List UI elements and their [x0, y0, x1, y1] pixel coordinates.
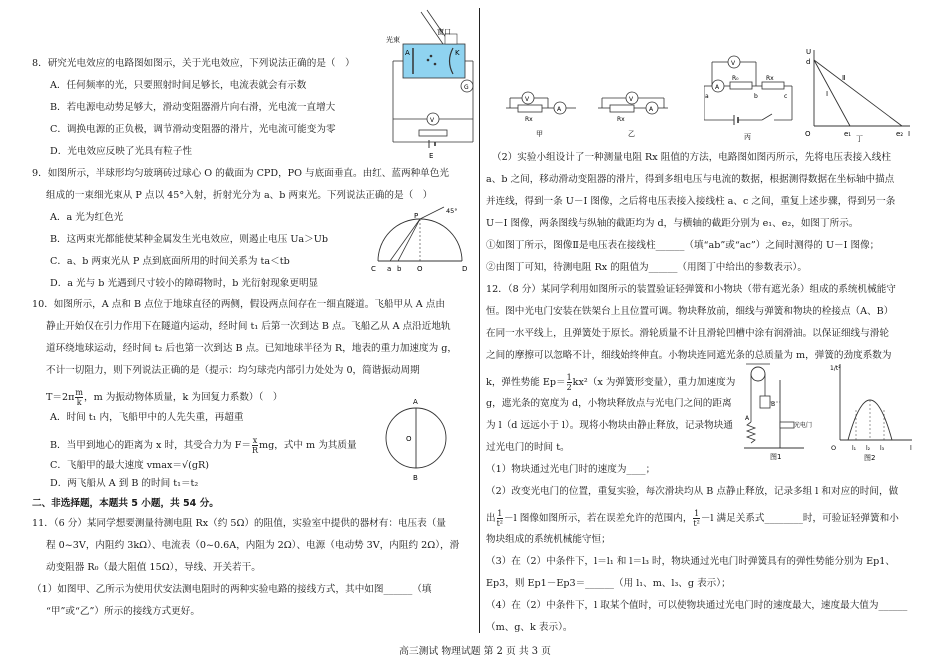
q12-part2-1: （2）改变光电门的位置，重复实验，每次滑块均从 B 点静止释放，记录多组 l 和对应的时间，做: [486, 486, 899, 497]
pulley-icon: [751, 367, 765, 381]
spring-icon: [747, 422, 755, 443]
e-label: E: [429, 152, 434, 160]
q9-option-c: C．a、b 两束光从 P 点到底面所用的时间关系为 ta＜tb: [50, 256, 290, 267]
resistor-rx: [518, 105, 542, 112]
q10-stem-2: 静止开始仅在引力作用下在隧道内运动，经时间 t₁ 后第一次到达 B 点。飞船乙从 A 点沿近地轨: [46, 321, 451, 332]
q11-part2-3: 并连线，得到一条 U－I 图像，之后将电压表接入接线柱 a、c 之间，重复上述步骤，得到另一条: [486, 196, 896, 207]
resistor-rx: [610, 105, 634, 112]
q10-earth-tunnel-figure: [384, 392, 448, 484]
terminal-a-label: a: [705, 93, 709, 100]
q12-stem-4: 之间的摩擦可以忽略不计，细线始终伸直。小物块连同遮光条的总质量为 m，弹簧的劲度系数为: [486, 350, 892, 361]
v-label: V: [629, 96, 634, 103]
v-label: V: [731, 60, 736, 67]
angle-label: 45°: [446, 207, 458, 215]
point-b-label: B: [413, 474, 418, 482]
roman-one-label: Ⅰ: [826, 90, 829, 98]
q9-option-a: A．a 光为红色光: [50, 212, 124, 223]
fraction-numerator: 1: [566, 373, 572, 382]
window-label: 窗口: [437, 28, 451, 36]
ui-graph-ding-figure: [802, 44, 914, 142]
o-label: O: [417, 265, 423, 273]
period-formula-prefix: T＝2π: [46, 392, 75, 403]
roman-two-label: Ⅱ: [842, 74, 846, 82]
v-label: V: [525, 96, 530, 103]
switch-icon: [762, 114, 772, 120]
q10-stem-3: 道环绕地球运动，经时间 t₂ 后也第一次到达 B 点。已知地球半径为 R，地表的重力加速度为 g，: [46, 343, 457, 354]
q10-option-a: A．时间 t₁ 内，飞船甲中的人先失重，再超重: [50, 412, 244, 423]
fraction-denominator: k: [76, 398, 82, 407]
q8-option-a: A．任何频率的光，只要照射时间足够长，电流表就会有示数: [50, 80, 307, 91]
q11-part2-5: ①如图丁所示，图像Ⅱ是电压表在接线柱______（填“ab”或“ac”）之间时测得的 U－I 图像；: [486, 240, 880, 251]
e2-label: e₂: [896, 130, 904, 138]
point-a-label: A: [413, 398, 418, 406]
ep-formula-prefix: k，弹性势能 Ep＝: [486, 377, 566, 388]
inverse-t2-label: 1/t²: [830, 365, 841, 372]
q12-part3-2: Ep3，则 Ep1－Ep3＝______（用 l₁、m、l₃、g 表示）；: [486, 578, 731, 589]
rx-label: Rx: [617, 116, 625, 123]
rx-label: Rx: [525, 116, 533, 123]
q9-stem-2: 组成的一束细光束从 P 点以 45°入射，折射光分为 a、b 两束光。下列说法正确的是（ ）: [46, 190, 433, 201]
l3-label: l₃: [880, 445, 885, 452]
origin-label: O: [831, 444, 837, 452]
circuit-jia-figure: [506, 88, 578, 140]
q12-graph-figure: [828, 360, 918, 462]
l2-label: l₂: [866, 445, 871, 452]
q11-stem-2: 程 0~3V，内阻约 3kΩ）、电流表（0~0.6A，内阻为 2Ω）、电源（电动势 3V，内阻约 2Ω），滑: [46, 540, 460, 551]
period-fraction: [75, 388, 83, 407]
b-label: b: [397, 265, 402, 273]
origin-label: O: [805, 130, 811, 138]
q9-option-d: D．a 光与 b 光遇到尺寸较小的障碍物时，b 光衍射现象更明显: [50, 278, 319, 289]
terminal-c-label: c: [784, 93, 788, 100]
fraction-denominator: t²: [496, 519, 504, 528]
u-axis-label: U: [806, 48, 812, 56]
period-formula-suffix: ，m 为振动物体质量，k 为回复力系数）（ ）: [84, 392, 283, 403]
q12-stem-5: [486, 373, 735, 392]
q12-stem-2: 恒。图中光电门安装在铁架台上且位置可调。物块释放前，细线与弹簧和物块的栓接点（A、B）: [486, 306, 894, 317]
ray-b: [398, 219, 420, 261]
a-meter-label: A: [649, 106, 654, 113]
q10-stem-5: [46, 388, 283, 407]
d-label: D: [462, 265, 468, 273]
column-divider: [479, 8, 480, 633]
beam-label: 光束: [386, 36, 400, 44]
q11-part2-1: （2）实验小组设计了一种测量电阻 Rx 阻值的方法，电路图如图丙所示，先将电压表接入线柱: [492, 152, 891, 163]
block: [760, 396, 770, 408]
q11-part1-1: （1）如图甲、乙所示为使用伏安法测电阻时的两种实验电路的接线方式，其中如图______（填: [32, 584, 432, 595]
point-b-label: B: [771, 401, 776, 408]
intercept-d-label: d: [806, 58, 811, 66]
q11-part1-2: “甲”或“乙”）所示的接线方式更好。: [46, 606, 200, 617]
rheostat: [419, 130, 447, 136]
q9-hemisphere-figure: [370, 203, 470, 275]
q10-option-d: D．两飞船从 A 到 B 的时间 t₁＝t₂: [50, 478, 199, 489]
q12-part4-1: （4）在（2）中条件下，l 取某个值时，可以使物块通过光电门时的速度最大，速度最大值为______: [486, 600, 908, 611]
i-axis-label: I: [908, 130, 911, 138]
a-meter-label: A: [557, 106, 562, 113]
point-a-label: A: [745, 415, 750, 422]
q11-part2-6: ②由图丁可知，待测电阻 Rx 的阻值为______（用图丁中给出的参数表示）。: [486, 262, 807, 273]
incident-ray: [420, 207, 444, 219]
q12-stem-6: g，遮光条的宽度为 d，小物块释放点与光电门之间的距离: [486, 398, 732, 409]
q10-option-c: C．飞船甲的最大速度 vmax＝√(gR): [50, 460, 209, 471]
q10-option-b: [50, 436, 357, 455]
option-b-text-2: mg，式中 m 为其质量: [258, 440, 357, 451]
q10-stem-4: 不计一切阻力，则下列说法正确的是（提示：均匀球壳内部引力处处为 0，简谐振动周期: [46, 365, 420, 376]
part2-text-a: 出: [486, 513, 496, 524]
inverse-t2-fraction: [497, 509, 503, 528]
l-axis-label: l: [910, 444, 912, 452]
fraction-denominator: R: [251, 446, 258, 455]
v-label: V: [430, 117, 435, 124]
bing-caption: 丙: [744, 133, 751, 141]
q11-stem-3: 动变阻器 R₀（最大阻值 15Ω），导线、开关若干。: [46, 562, 261, 573]
fraction-numerator: 1: [694, 509, 700, 518]
inverse-t2-fraction: [693, 509, 699, 528]
q12-stem-8: 过光电门的时间 t。: [486, 442, 570, 453]
q12-part2-2: [486, 509, 899, 528]
fraction-denominator: t²: [693, 519, 700, 528]
fig2-caption: 图2: [864, 454, 876, 462]
circuit-bing-figure: [704, 50, 794, 142]
q12-stem-1: 12．（8 分）某同学利用如图所示的装置验证轻弹簧和小物块（带有遮光条）组成的系统机械能守: [486, 284, 896, 295]
force-fraction: [252, 436, 258, 455]
center-o-label: O: [406, 435, 412, 443]
q12-stem-7: 为 l（d 远远小于 l）。现将小物块由静止释放，记录物块通: [486, 420, 733, 431]
terminal-b-label: b: [754, 93, 758, 100]
photogate-label: 光电门: [794, 422, 813, 429]
part2-text-c: －l 满足关系式________时，可验证轻弹簧和小: [700, 513, 899, 524]
q10-stem-1: 10．如图所示，A 点和 B 点位于地球直径的两侧，假设两点间存在一细直隧道。飞船甲从 A 点由: [32, 299, 445, 310]
jia-caption: 甲: [536, 130, 543, 138]
e1-label: e₁: [844, 130, 852, 138]
line-one: [814, 60, 850, 126]
a-label: a: [387, 265, 392, 273]
p-label: P: [414, 212, 419, 220]
photogate: [780, 422, 794, 428]
fraction-numerator: 1: [497, 509, 503, 518]
section-2-heading: 二、非选择题，本题共 5 小题，共 54 分。: [32, 498, 219, 509]
yi-caption: 乙: [628, 130, 635, 138]
right-column: [486, 0, 924, 640]
option-b-text-1: B．当甲到地心的距离为 x 时，其受合力为 F＝: [50, 440, 251, 451]
q9-option-b: B．这两束光都能使某种金属发生光电效应，则遏止电压 Ua＞Ub: [50, 234, 328, 245]
q11-stem-1: 11．（6 分）某同学想要测量待测电阻 Rx（约 5Ω）的阻值，实验室中提供的器材有：电压表（量: [32, 518, 446, 529]
q8-option-d: D．光电效应反映了光具有粒子性: [50, 146, 193, 157]
fig1-caption: 图1: [770, 453, 782, 461]
resistor-rx: [762, 82, 784, 89]
q12-part3-1: （3）在（2）中条件下，l＝l₁ 和 l＝l₃ 时，物块通过光电门时弹簧具有的弹性势能分别为 Ep1、: [486, 556, 895, 567]
c-label: C: [371, 265, 376, 273]
q12-part4-2: （m、g、k 表示）。: [486, 622, 573, 633]
part2-text-b: －l 图像如图所示，若在误差允许的范围内，: [504, 513, 693, 524]
q11-part2-2: a、b 之间，移动滑动变阻器的滑片，得到多组电压与电流的数据，根据测得数据在坐标轴中描点: [486, 174, 895, 185]
cathode-label: K: [455, 49, 460, 57]
left-column: [30, 0, 475, 640]
a-meter-label: A: [715, 84, 720, 91]
resistor-r0: [730, 82, 752, 89]
page-footer: 高三测试 物理试题 第 2 页 共 3 页: [399, 646, 551, 657]
half-fraction: [567, 373, 572, 392]
g-label: G: [464, 84, 469, 91]
q9-stem-1: 9．如图所示，半球形均匀玻璃砖过球心 O 的截面为 CPD，PO 与底面垂直。由红、蓝两种单色光: [32, 168, 449, 179]
anode-label: A: [405, 49, 410, 57]
q12-stem-3: 在同一水平线上，且弹簧处于原长。滑轮质量不计且滑轮凹槽中涂有润滑油。以保证细线与滑轮: [486, 328, 889, 339]
q8-stem: 8．研究光电效应的电路图如图示，关于光电效应，下列说法正确的是（ ）: [32, 58, 355, 69]
ding-caption: 丁: [856, 135, 863, 142]
fraction-numerator: x: [252, 436, 258, 445]
q12-part2-3: 物块组成的系统机械能守恒；: [486, 534, 611, 545]
q8-photoelectric-circuit-figure: [383, 4, 475, 162]
l1-label: l₁: [852, 445, 857, 452]
circuit-yi-figure: [598, 88, 670, 140]
ray-a: [390, 219, 420, 261]
q11-part2-4: U－I 图像，两条图线与纵轴的截距均为 d，与横轴的截距分别为 e₁、e₂，如图丁所示。: [486, 218, 859, 229]
q12-apparatus-figure: [744, 360, 822, 462]
fraction-numerator: m: [75, 388, 83, 397]
r0-label: R₀: [732, 75, 739, 82]
q12-part1: （1）物块通过光电门时的速度为____；: [486, 464, 656, 475]
ep-formula-suffix: kx²（x 为弹簧形变量），重力加速度为: [572, 377, 736, 388]
fraction-denominator: 2: [566, 383, 572, 392]
rx-label: Rx: [766, 75, 774, 82]
q8-option-c: C．调换电源的正负极，调节滑动变阻器的滑片，光电流可能变为零: [50, 124, 336, 135]
q8-option-b: B．若电源电动势足够大，滑动变阻器滑片向右滑，光电流一直增大: [50, 102, 336, 113]
